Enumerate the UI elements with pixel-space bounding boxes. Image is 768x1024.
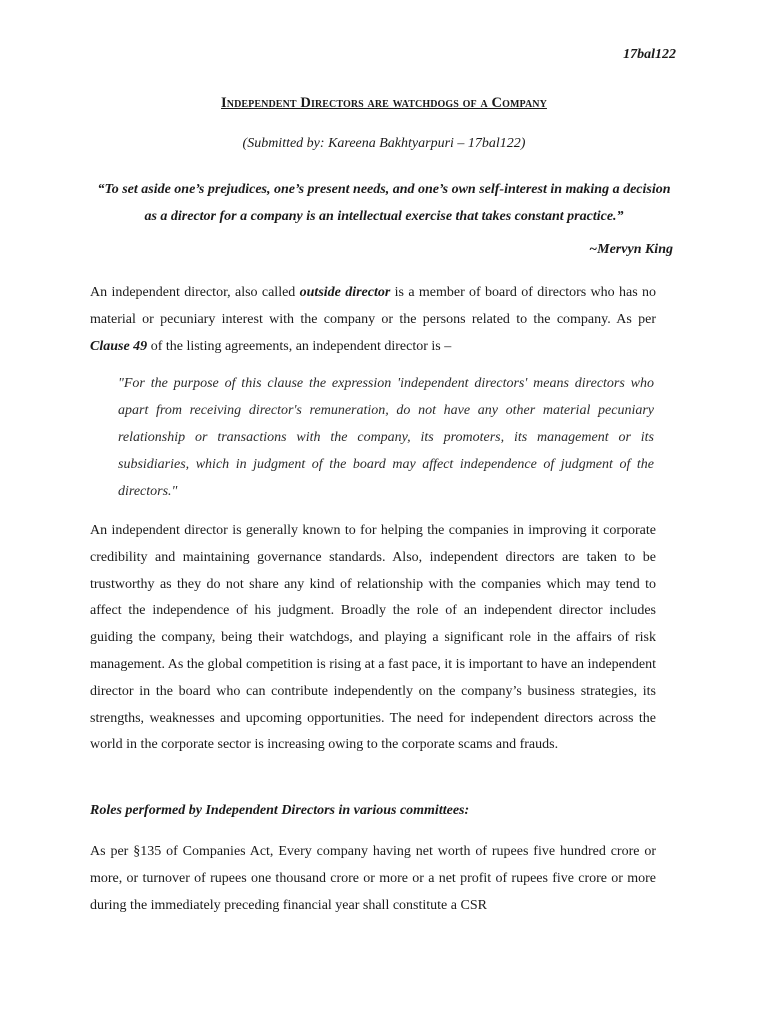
document-id: 17bal122 bbox=[623, 47, 676, 62]
intro-text-2: is a member of board of directors who has no material or pecuniary interest with the company or the persons related to the company. As per bbox=[90, 285, 656, 327]
body-paragraph: An independent director is generally known to for helping the companies in improving it corporate credibility and maintaining governance standards. Also, independent directors are taken to be trustworthy as they do not share any kind of relationship with the companies which may tend to affect the independence of his judgment. Broadly the role of an independent director includes guiding the company, being their watchdogs, and playing a significant role in the affairs of risk management. As the global competition is rising at a fast pace, it is important to have an independent director in the board who can contribute independently on the company’s business strategies, its strengths, weaknesses and upcoming opportunities. The need for independent directors across the world in the corporate sector is increasing owing to the corporate scams and frauds. bbox=[90, 523, 656, 753]
clause-49-quote: "For the purpose of this clause the expression 'independent directors' means directors who apart from receiving director's remuneration, do not have any other material pecuniary relationship or transactions with the company, its promoters, its management or its subsidiaries, which in judgment of the board may affect independence of judgment of the directors." bbox=[118, 376, 654, 499]
intro-paragraph bbox=[90, 280, 656, 360]
intro-text-3: of the listing agreements, an independent director is – bbox=[147, 338, 452, 354]
intro-emphasis-outside-director: outside director bbox=[299, 285, 391, 300]
submitted-by: (Submitted by: Kareena Bakhtyarpuri – 17bal122) bbox=[242, 136, 526, 151]
intro-text-1: An independent director, also called bbox=[90, 285, 300, 300]
epigraph-attribution: ~Mervyn King bbox=[589, 242, 673, 257]
document-title: Independent Directors are watchdogs of a Company bbox=[221, 95, 547, 111]
epigraph-quote: “To set aside one’s prejudices, one’s present needs, and one’s own self-interest in making a decision as a director for a company is an intellectual exercise that takes constant practice.” bbox=[97, 182, 671, 224]
section-paragraph: As per §135 of Companies Act, Every company having net worth of rupees five hundred crore or more, or turnover of rupees one thousand crore or more or a net profit of rupees five crore or more during the immediately preceding financial year shall constitute a CSR bbox=[90, 844, 656, 913]
intro-emphasis-clause-49: Clause 49 bbox=[90, 338, 148, 354]
section-heading: Roles performed by Independent Directors in various committees: bbox=[90, 803, 470, 818]
